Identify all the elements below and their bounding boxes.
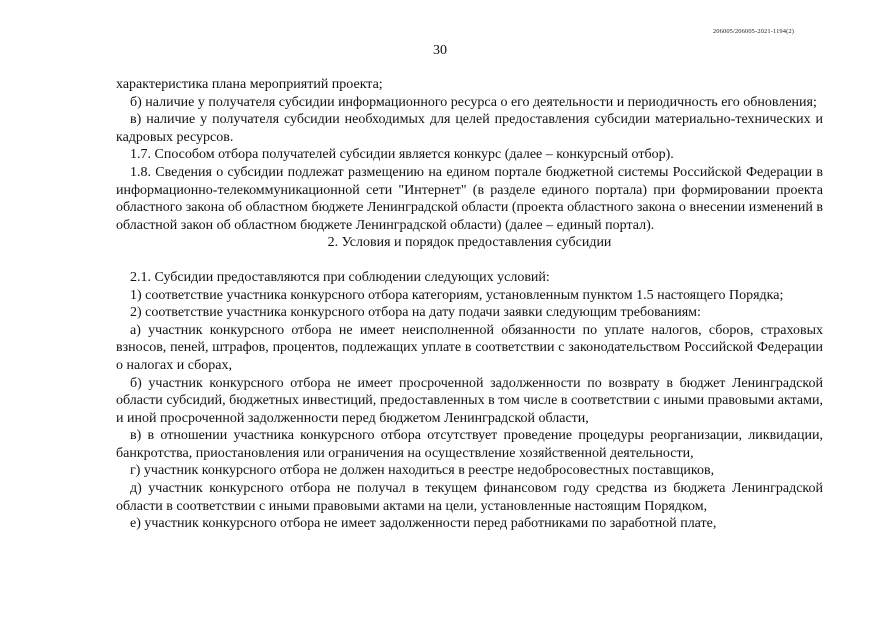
paragraph: в) в отношении участника конкурсного отбора отсутствует проведение процедуры реорганизации, ликвидации, банкротства, приостановления или ограничения на осуществление хозяйственной деятельности, <box>116 428 823 461</box>
paragraph: б) участник конкурсного отбора не имеет просроченной задолженности по возврату в бюджет Ленинградской области субсидий, бюджетных инвестиций, предоставленных в том числе в соответствии с иными правовыми актами, и иной просроченной задолженности перед бюджетом Ленинградской области, <box>116 375 823 426</box>
page-number: 30 <box>433 43 447 58</box>
paragraph: 1) соответствие участника конкурсного отбора категориям, установленным пунктом 1.5 настоящего Порядка; <box>130 287 784 303</box>
paragraph: 1.7. Способом отбора получателей субсидии является конкурс (далее – конкурсный отбор). <box>130 147 674 163</box>
paragraph: д) участник конкурсного отбора не получал в текущем финансовом году средства из бюджета Ленинградской области в соответствии с иными правовыми актами на цели, установленные настоящим Порядком, <box>116 481 823 514</box>
document-id: 206005/206005-2021-1194(2) <box>712 28 794 35</box>
paragraph: 2) соответствие участника конкурсного отбора на дату подачи заявки следующим требованиям: <box>130 305 701 321</box>
paragraph: г) участник конкурсного отбора не должен находиться в реестре недобросовестных поставщиков, <box>130 463 715 479</box>
paragraph: е) участник конкурсного отбора не имеет задолженности перед работниками по заработной плате, <box>130 516 717 532</box>
paragraph: характеристика плана мероприятий проекта; <box>116 77 383 92</box>
paragraph: а) участник конкурсного отбора не имеет неисполненной обязанности по уплате налогов, сборов, страховых взносов, пеней, штрафов, процентов, подлежащих уплате в соответствии с законодательством Российской Федерации о налогах и сборах, <box>116 322 823 373</box>
section-heading: 2. Условия и порядок предоставления субсидии <box>327 235 612 251</box>
paragraph: б) наличие у получателя субсидии информационного ресурса о его деятельности и периодичность его обновления; <box>130 94 817 110</box>
paragraph: в) наличие у получателя субсидии необходимых для целей предоставления субсидии материально-технических и кадровых ресурсов. <box>116 112 823 145</box>
document-body <box>116 76 823 533</box>
paragraph: 1.8. Сведения о субсидии подлежат размещению на едином портале бюджетной системы Российской Федерации в информационно-телекоммуникационной сети "Интернет" (в разделе единого портала) при формировании проекта областного закона об областном бюджете Ленинградской области (проекта областного закона о внесении изменений в областной закон об областном бюджете Ленинградской области) (далее – единый портал). <box>116 164 823 233</box>
paragraph: 2.1. Субсидии предоставляются при соблюдении следующих условий: <box>130 269 550 285</box>
